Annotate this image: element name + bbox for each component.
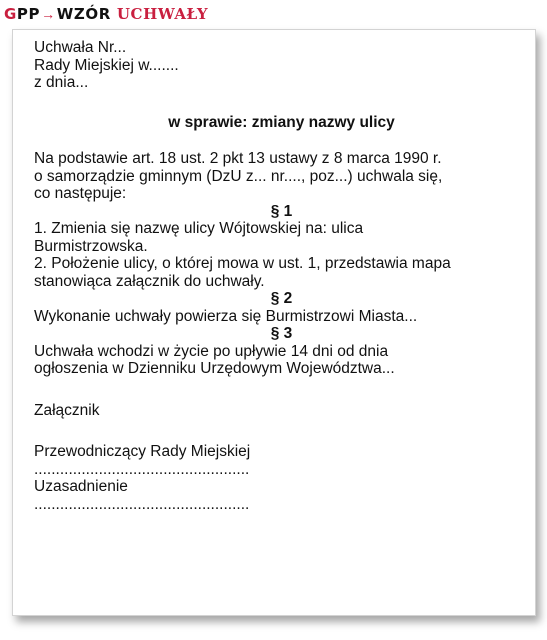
arrow-icon: → xyxy=(41,6,56,22)
chairman-signature-dots: .................................................. xyxy=(34,460,250,478)
resolution-number: Uchwała Nr... xyxy=(34,39,127,56)
brand-logo xyxy=(4,5,40,23)
resolution-template-card xyxy=(12,29,536,616)
justification-label: Uzasadnienie xyxy=(34,478,128,495)
resolution-text xyxy=(34,39,529,513)
preamble-line: co następuje: xyxy=(34,185,127,202)
spacer xyxy=(34,378,529,402)
preamble-line: Na podstawie art. 18 ust. 2 pkt 13 ustawy z 8 marca 1990 r. xyxy=(34,150,442,167)
header-label-wzor: WZÓR xyxy=(56,5,111,23)
section-2-line: Wykonanie uchwały powierza się Burmistrzowi Miasta... xyxy=(34,307,418,325)
section-mark-2: § 2 xyxy=(270,290,293,307)
brand-rest: PP xyxy=(16,5,41,23)
section-3-line: Uchwała wchodzi w życie po upływie 14 dni od dnia xyxy=(34,342,389,360)
section-mark-1: § 1 xyxy=(270,202,293,220)
brand-initial: G xyxy=(4,5,17,23)
section-mark-3: § 3 xyxy=(270,325,293,342)
preamble-line: o samorządzie gminnym (DzU z... nr...., poz...) uchwala się, xyxy=(34,167,443,185)
chairman-label: Przewodniczący Rady Miejskiej xyxy=(34,443,251,460)
section-3-line: ogłoszenia w Dzienniku Urzędowym Województwa... xyxy=(34,360,395,377)
spacer xyxy=(34,419,529,443)
section-1-line: stanowiąca załącznik do uchwały. xyxy=(34,272,265,290)
council-name: Rady Miejskiej w....... xyxy=(34,56,179,74)
section-1-line: 1. Zmienia się nazwę ulicy Wójtowskiej na: ulica xyxy=(34,220,364,237)
resolution-subject: w sprawie: zmiany nazwy ulicy xyxy=(168,113,395,131)
header-label-uchwaly: UCHWAŁY xyxy=(116,5,209,23)
resolution-date: z dnia... xyxy=(34,74,89,91)
section-1-line: 2. Położenie ulicy, o której mowa w ust. 1, przedstawia mapa xyxy=(34,255,451,272)
justification-dots: .................................................. xyxy=(34,495,250,513)
document-header xyxy=(4,3,208,25)
attachment-label: Załącznik xyxy=(34,401,100,419)
section-1-line: Burmistrzowska. xyxy=(34,237,148,255)
